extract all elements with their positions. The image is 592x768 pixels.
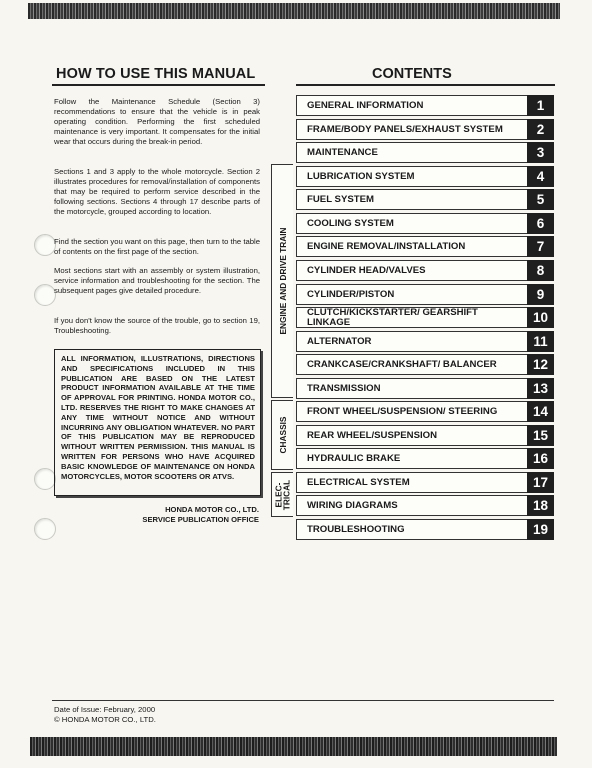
toc-item-number-tab: 9 — [527, 284, 554, 305]
publisher-office: SERVICE PUBLICATION OFFICE — [142, 515, 259, 524]
paragraph-sections-overview: Sections 1 and 3 apply to the whole motorcycle. Section 2 illustrates procedures for removal/installation of components that may be required to perform service described in the following sections. Sections 4 through 17 describe parts of the motorcycle, grouped according to location. — [54, 167, 260, 216]
disclaimer-notice-box: ALL INFORMATION, ILLUSTRATIONS, DIRECTIONS AND SPECIFICATIONS INCLUDED IN THIS PUBLICATION ARE BASED ON THE LATEST PRODUCT INFORMATION AVAILABLE AT THE TIME OF APPROVAL FOR PRINTING. HONDA MOTOR CO., LTD. RESERVES THE RIGHT TO MAKE CHANGES AT ANY TIME WITHOUT NOTICE AND WITHOUT INCURRING ANY OBLIGATION WHATEVER. NO PART OF THIS PUBLICATION MAY BE REPRODUCED WITHOUT WRITTEN PERMISSION. THIS MANUAL IS WRITTEN FOR PERSONS WHO HAVE ACQUIRED BASIC KNOWLEDGE OF MAINTENANCE ON HONDA MOTORCYCLES, MOTOR SCOOTERS OR ATVS. — [54, 349, 261, 496]
group-label-chassis: CHASSIS — [277, 416, 288, 454]
copyright-notice: © HONDA MOTOR CO., LTD. — [54, 715, 156, 724]
paragraph-maintenance-schedule: Follow the Maintenance Schedule (Section 3) recommendations to ensure that the vehicle is in peak operating condition. Performing the first scheduled maintenance is very important. It compensates for the initial wear that occurs during the break-in period. — [54, 97, 260, 146]
group-electrical — [271, 472, 293, 517]
toc-item-number-tab: 19 — [527, 519, 554, 540]
binder-hole-icon — [34, 284, 56, 306]
contents-heading: CONTENTS — [372, 66, 452, 82]
footer-rule — [52, 700, 554, 701]
toc-item-cooling-system[interactable] — [296, 213, 554, 234]
toc-item-engine-removal[interactable] — [296, 236, 554, 257]
toc-item-label: TRANSMISSION — [307, 382, 381, 394]
toc-item-label: GENERAL INFORMATION — [307, 99, 424, 111]
toc-item-number-tab: 8 — [527, 260, 554, 281]
date-of-issue: Date of Issue: February, 2000 — [54, 705, 156, 714]
toc-item-number-tab: 3 — [527, 142, 554, 163]
scan-artifact-top — [28, 3, 560, 19]
group-label-electrical: ELEC- TRICAL — [273, 479, 292, 510]
publisher-company: HONDA MOTOR CO., LTD. — [165, 505, 259, 514]
toc-item-number-tab: 17 — [527, 472, 554, 493]
toc-item-number-tab: 16 — [527, 448, 554, 469]
toc-item-number-tab: 1 — [527, 95, 554, 116]
toc-item-label: MAINTENANCE — [307, 146, 378, 158]
toc-item-crankcase-crankshaft[interactable] — [296, 354, 554, 375]
toc-item-alternator[interactable] — [296, 331, 554, 352]
toc-item-number-tab: 18 — [527, 495, 554, 516]
paragraph-troubleshooting-hint: If you don't know the source of the trouble, go to section 19, Troubleshooting. — [54, 316, 260, 335]
binder-hole-icon — [34, 518, 56, 540]
toc-item-fuel-system[interactable] — [296, 189, 554, 210]
toc-item-number-tab: 5 — [527, 189, 554, 210]
binder-hole-icon — [34, 468, 56, 490]
toc-item-label: FRAME/BODY PANELS/EXHAUST SYSTEM — [307, 123, 503, 135]
toc-item-number-tab: 7 — [527, 236, 554, 257]
paragraph-section-structure: Most sections start with an assembly or system illustration, service information and troubleshooting for the section. The subsequent pages give detailed procedure. — [54, 266, 260, 295]
toc-item-cylinder-head[interactable] — [296, 260, 554, 281]
toc-item-number-tab: 4 — [527, 166, 554, 187]
toc-item-label: ENGINE REMOVAL/INSTALLATION — [307, 240, 466, 252]
toc-item-number-tab: 6 — [527, 213, 554, 234]
toc-item-label: HYDRAULIC BRAKE — [307, 452, 401, 464]
group-chassis — [271, 400, 293, 470]
toc-item-label: CYLINDER HEAD/VALVES — [307, 264, 426, 276]
group-label-engine: ENGINE AND DRIVE TRAIN — [277, 227, 288, 335]
toc-item-label: ALTERNATOR — [307, 335, 372, 347]
toc-item-label: WIRING DIAGRAMS — [307, 499, 398, 511]
toc-item-troubleshooting[interactable] — [296, 519, 554, 540]
toc-item-number-tab: 10 — [527, 307, 554, 328]
toc-item-lubrication-system[interactable] — [296, 166, 554, 187]
toc-item-label: CLUTCH/KICKSTARTER/ GEARSHIFT LINKAGE — [307, 307, 478, 328]
toc-item-number-tab: 11 — [527, 331, 554, 352]
toc-item-general-information[interactable] — [296, 95, 554, 116]
toc-item-transmission[interactable] — [296, 378, 554, 399]
toc-item-number-tab: 14 — [527, 401, 554, 422]
toc-item-number-tab: 2 — [527, 119, 554, 140]
toc-item-frame-body-panels[interactable] — [296, 119, 554, 140]
scan-artifact-bottom — [30, 737, 557, 756]
toc-item-electrical-system[interactable] — [296, 472, 554, 493]
toc-item-number-tab: 13 — [527, 378, 554, 399]
toc-item-front-wheel[interactable] — [296, 401, 554, 422]
toc-item-label: CRANKCASE/CRANKSHAFT/ BALANCER — [307, 358, 497, 370]
toc-item-clutch-kickstarter[interactable] — [296, 307, 554, 328]
toc-item-label: FRONT WHEEL/SUSPENSION/ STEERING — [307, 405, 498, 417]
toc-item-label: CYLINDER/PISTON — [307, 288, 395, 300]
toc-item-number-tab: 15 — [527, 425, 554, 446]
toc-item-wiring-diagrams[interactable] — [296, 495, 554, 516]
paragraph-find-section: Find the section you want on this page, then turn to the table of contents on the first page of the section. — [54, 237, 260, 256]
toc-item-label: TROUBLESHOOTING — [307, 523, 405, 535]
toc-item-cylinder-piston[interactable] — [296, 284, 554, 305]
group-engine-drive-train — [271, 164, 293, 398]
publisher-block — [120, 505, 259, 525]
toc-item-label: LUBRICATION SYSTEM — [307, 170, 415, 182]
toc-item-rear-wheel[interactable] — [296, 425, 554, 446]
how-to-use-heading: HOW TO USE THIS MANUAL — [56, 66, 256, 82]
binder-hole-icon — [34, 234, 56, 256]
toc-item-label: REAR WHEEL/SUSPENSION — [307, 429, 438, 441]
toc-item-label: ELECTRICAL SYSTEM — [307, 476, 410, 488]
toc-item-number-tab: 12 — [527, 354, 554, 375]
toc-item-label: FUEL SYSTEM — [307, 193, 374, 205]
heading-rule-left — [52, 84, 265, 86]
toc-item-label: COOLING SYSTEM — [307, 217, 394, 229]
heading-rule-right — [296, 84, 555, 86]
toc-item-hydraulic-brake[interactable] — [296, 448, 554, 469]
toc-item-maintenance[interactable] — [296, 142, 554, 163]
